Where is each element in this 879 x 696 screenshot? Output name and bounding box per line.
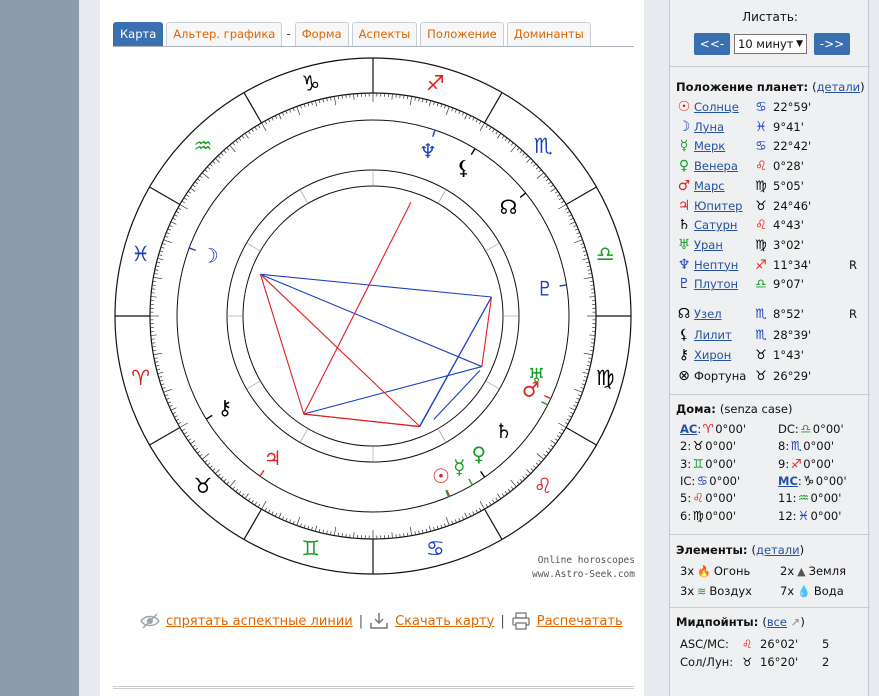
house-position: 0°00' — [803, 439, 835, 454]
planet-name-link[interactable]: Уран — [694, 237, 723, 252]
house-label-colon: : — [797, 473, 802, 488]
zodiac-sign-icon: ♌ — [692, 490, 704, 506]
house-row — [778, 456, 834, 471]
house-position: 0°00' — [810, 491, 842, 506]
element-count: 7x — [780, 584, 795, 598]
printer-icon — [511, 612, 531, 630]
planet-glyph-icon: ☿ — [679, 138, 689, 155]
planet-row — [676, 198, 866, 216]
chart-watermark — [515, 554, 635, 582]
prev-time-button[interactable]: <<- — [694, 33, 730, 55]
divider — [670, 534, 870, 535]
planet-glyph-icon: ⊗ — [678, 367, 690, 384]
elements-details-link[interactable]: детали — [756, 543, 800, 557]
element-row — [680, 584, 752, 598]
house-label: 11: — [778, 491, 797, 506]
zodiac-sign-icon: ♍ — [755, 178, 767, 194]
house-row — [778, 473, 847, 488]
house-label: IC: — [680, 473, 696, 488]
zodiac-sign-icon: ♏ — [533, 133, 553, 158]
zodiac-sign-icon: ♋ — [425, 536, 445, 561]
divider — [670, 607, 870, 608]
planet-position: 22°42' — [773, 139, 812, 154]
planet-glyph-icon: ♆ — [419, 138, 437, 163]
planet-name-link[interactable]: Юпитер — [694, 198, 743, 213]
house-position: 0°00' — [705, 508, 737, 523]
planet-name-link[interactable]: Солнце — [694, 100, 739, 114]
house-position: 0°00' — [709, 473, 741, 488]
zodiac-sign-icon: ♐ — [425, 71, 445, 96]
action-separator: | — [500, 613, 505, 629]
house-label: 8: — [778, 439, 790, 454]
tab-separator: - — [286, 27, 291, 41]
planet-row — [676, 257, 866, 275]
midpoints-section-title: Мидпойнты: (все ↗) — [676, 615, 805, 629]
house-position: 0°00' — [815, 473, 847, 488]
planet-position: 9°41' — [773, 119, 804, 134]
element-name: Огонь — [713, 564, 751, 578]
planet-glyph-icon: ♄ — [677, 217, 691, 234]
zodiac-sign-icon: ♓ — [797, 507, 810, 523]
house-row — [680, 421, 746, 436]
natal-chart-wheel — [113, 56, 635, 578]
midpoint-label: Сол/Лун: — [680, 655, 734, 669]
zodiac-sign-icon: ♑ — [301, 71, 321, 96]
house-row — [680, 508, 736, 523]
planet-position: 5°05' — [773, 178, 804, 193]
zodiac-sign-icon: ♈ — [131, 366, 151, 391]
planet-name-link[interactable]: Плутон — [694, 277, 739, 292]
element-name: Земля — [808, 564, 846, 578]
zodiac-sign-icon: ♑ — [803, 472, 815, 488]
element-icon: 💧 — [797, 585, 811, 598]
retrograde-flag: R — [849, 257, 857, 272]
zodiac-sign-icon: ♏ — [755, 327, 767, 343]
chart-tabs — [113, 22, 591, 46]
midpoints-title: Мидпойнты: — [676, 615, 759, 629]
zodiac-sign-icon: ♐ — [755, 257, 767, 273]
divider — [670, 66, 870, 67]
planet-glyph-icon: ♃ — [677, 197, 691, 214]
house-row — [778, 508, 841, 523]
planet-row — [676, 347, 866, 365]
element-row — [780, 564, 846, 578]
planet-name-link[interactable]: Нептун — [694, 257, 739, 272]
planet-position: 8°52' — [773, 307, 804, 321]
divider — [670, 394, 870, 395]
planet-row — [676, 138, 866, 156]
zodiac-sign-icon: ♋ — [696, 472, 708, 488]
planet-glyph-icon: ♅ — [677, 236, 691, 253]
tab-form[interactable]: Форма — [295, 22, 349, 46]
planet-glyph-icon: ♅ — [527, 363, 546, 388]
planet-row — [676, 217, 866, 235]
tab-aspects[interactable]: Аспекты — [352, 22, 418, 46]
chevron-down-icon: ▼ — [796, 39, 803, 49]
time-step-select[interactable] — [734, 34, 807, 54]
planet-name-link[interactable]: Хирон — [694, 348, 732, 362]
planet-position: 26°29' — [773, 368, 812, 383]
house-position: 0°00' — [705, 456, 737, 471]
elements-title: Элементы: — [676, 543, 748, 557]
midpoints-all-link[interactable]: все — [766, 615, 788, 629]
zodiac-sign-icon: ♏ — [755, 307, 767, 322]
house-label: 3: — [680, 456, 692, 471]
house-label[interactable]: MC — [778, 473, 798, 488]
print-link[interactable]: Распечатать — [536, 613, 623, 629]
midpoint-count: 5 — [822, 637, 830, 651]
house-position: 0°00' — [810, 508, 842, 523]
planet-glyph-icon: ☿ — [453, 455, 466, 480]
planet-name-link[interactable]: Сатурн — [694, 218, 738, 233]
planets-title: Положение планет: — [676, 80, 809, 94]
planet-glyph-icon: ☉ — [431, 464, 450, 489]
next-time-button[interactable]: ->> — [814, 33, 850, 55]
zodiac-sign-icon: ♓ — [131, 241, 151, 266]
tab-alt-graphics[interactable]: Альтер. графика — [166, 22, 282, 46]
planet-position: 11°34' — [773, 257, 812, 272]
house-position: 0°00' — [803, 456, 835, 471]
planet-glyph-icon: ♃ — [263, 446, 282, 471]
zodiac-sign-icon: ♏ — [790, 438, 802, 454]
planet-position: 9°07' — [773, 277, 804, 292]
planet-name-link[interactable]: Венера — [694, 159, 738, 174]
house-label-colon: : — [697, 422, 702, 436]
house-label: 9: — [778, 456, 790, 471]
element-row — [680, 564, 750, 578]
house-label: 2: — [680, 439, 692, 454]
zodiac-sign-icon: ♊ — [692, 455, 704, 471]
midpoint-position: 16°20' — [760, 655, 799, 669]
planet-position: 3°02' — [773, 237, 804, 252]
planet-name-link[interactable]: Узел — [694, 307, 722, 321]
zodiac-sign-icon: ♉ — [755, 198, 767, 214]
planet-position: 4°43' — [773, 218, 804, 233]
planet-glyph-icon: ⚷ — [678, 347, 690, 363]
hide-aspect-lines-link[interactable]: спрятать аспектные линии — [166, 613, 353, 629]
zodiac-sign-icon: ♍ — [692, 507, 704, 523]
element-count: 3x — [680, 564, 695, 578]
houses-section-title — [676, 402, 792, 416]
download-icon — [369, 612, 389, 630]
planet-position: 1°43' — [773, 348, 804, 362]
planet-name-link[interactable]: Лилит — [694, 327, 732, 342]
midpoint-position: 26°02' — [760, 637, 799, 651]
retrograde-flag: R — [849, 307, 857, 321]
planet-row — [676, 368, 866, 386]
eye-icon — [140, 612, 160, 630]
planet-row — [676, 276, 866, 294]
zodiac-sign-icon: ♒ — [797, 490, 810, 506]
element-count: 3x — [680, 584, 695, 598]
zodiac-sign-icon: ♎ — [800, 421, 812, 436]
planet-name-link[interactable]: Марс — [694, 178, 725, 193]
zodiac-sign-icon: ♎ — [595, 241, 615, 266]
planet-glyph-icon: ☊ — [677, 306, 691, 322]
element-name: Воздух — [709, 584, 752, 598]
planet-glyph-icon: ☽ — [200, 243, 219, 268]
house-row — [680, 490, 736, 505]
planet-position: 22°59' — [773, 100, 812, 114]
planet-row — [676, 327, 866, 345]
outer-ring — [115, 58, 631, 574]
download-chart-link[interactable]: Скачать карту — [395, 613, 495, 629]
house-row — [778, 490, 841, 505]
zodiac-sign-icon: ♌ — [533, 474, 553, 499]
planet-glyph-icon: ⚸ — [456, 155, 471, 180]
planet-glyph-icon: ☉ — [677, 99, 691, 115]
zodiac-sign-icon: ♊ — [301, 536, 321, 561]
house-row — [680, 438, 736, 453]
house-label: 5: — [680, 491, 692, 506]
planet-glyph-icon: ♇ — [677, 276, 691, 293]
planets-details-link[interactable]: детали — [816, 80, 861, 94]
tab-map[interactable]: Карта — [113, 22, 163, 46]
planet-glyph-icon: ♂ — [521, 377, 540, 402]
action-separator: | — [358, 613, 364, 629]
element-name: Вода — [813, 584, 844, 598]
zodiac-sign-icon: ♐ — [790, 455, 802, 471]
planets-section-title: Положение планет: (детали) — [676, 80, 865, 94]
chart-actions — [140, 612, 623, 630]
planet-glyph-icon: ⚷ — [217, 395, 233, 420]
planet-name-link[interactable]: Луна — [694, 119, 725, 134]
planet-glyph-icon: ⚸ — [678, 326, 690, 343]
browse-label: Листать: — [742, 10, 798, 24]
zodiac-sign-icon: ♍ — [595, 366, 615, 391]
planet-row — [676, 119, 866, 137]
planet-position: 0°28' — [773, 159, 804, 174]
tab-underline — [113, 46, 634, 47]
element-icon: 🔥 — [697, 565, 711, 578]
bottom-divider — [113, 686, 634, 689]
planet-position: 28°39' — [773, 327, 812, 342]
watermark-line-1: Online horoscopes — [537, 555, 635, 566]
house-row — [680, 456, 736, 471]
planet-glyph-icon: ☊ — [499, 194, 518, 219]
house-row — [778, 438, 834, 453]
planet-glyph-icon: ♂ — [677, 177, 691, 194]
zodiac-sign-icon: ♌ — [742, 637, 753, 651]
house-label: 12: — [778, 508, 797, 523]
house-position: 0°00' — [705, 439, 737, 454]
zodiac-sign-icon: ♈ — [702, 421, 714, 436]
external-link-icon: ↗ — [790, 615, 801, 629]
zodiac-sign-icon: ♌ — [755, 159, 767, 175]
zodiac-sign-icon: ♓ — [755, 119, 767, 135]
house-position: 0°00' — [705, 491, 737, 506]
planet-glyph-icon: ♀ — [471, 442, 487, 467]
time-step-value: 10 минут — [738, 37, 794, 51]
zodiac-sign-icon: ♒ — [193, 133, 213, 158]
zodiac-sign-icon: ♉ — [692, 438, 704, 454]
houses-title: Дома: — [676, 402, 716, 416]
house-position: 0°00' — [715, 422, 747, 436]
house-label: 6: — [680, 508, 692, 523]
planet-name-link[interactable]: Фортуна — [694, 368, 747, 383]
planet-glyph-icon: ☽ — [677, 118, 691, 135]
house-row — [778, 421, 844, 436]
element-count: 2x — [780, 564, 795, 578]
elements-section-title: Элементы: (детали) — [676, 543, 805, 557]
houses-system: (senza case) — [719, 402, 793, 416]
zodiac-sign-icon: ♎ — [755, 277, 767, 293]
zodiac-sign-icon: ♉ — [755, 348, 767, 363]
planet-row — [676, 306, 866, 324]
element-icon: ▲ — [797, 565, 806, 578]
planet-name-link[interactable]: Мерк — [694, 139, 726, 154]
element-icon: ≋ — [697, 585, 707, 598]
sidebar — [669, 0, 869, 696]
zodiac-sign-icon: ♉ — [742, 655, 753, 669]
house-position: 0°00' — [812, 422, 844, 436]
midpoint-label: ASC/MC: — [680, 637, 729, 651]
planet-row — [676, 99, 866, 117]
planet-glyph-icon: ♄ — [494, 418, 513, 443]
tab-position[interactable]: Положение — [420, 22, 504, 46]
watermark-line-2: www.Astro-Seek.com — [532, 569, 635, 580]
zodiac-sign-icon: ♋ — [755, 139, 767, 155]
planet-glyph-icon: ♀ — [678, 158, 690, 175]
zodiac-sign-icon: ♍ — [755, 237, 767, 253]
planet-glyph-icon: ♆ — [677, 256, 691, 273]
planet-glyph-icon: ♇ — [535, 276, 554, 301]
zodiac-sign-icon: ♌ — [755, 218, 767, 234]
planet-row — [676, 237, 866, 255]
house-row — [680, 473, 740, 488]
zodiac-sign-icon: ♉ — [755, 368, 767, 384]
zodiac-sign-icon: ♋ — [755, 100, 767, 115]
house-label: DC: — [778, 422, 799, 436]
midpoint-count: 2 — [822, 655, 830, 669]
element-row — [780, 584, 844, 598]
planet-row — [676, 158, 866, 176]
zodiac-sign-icon: ♉ — [193, 474, 213, 499]
planet-row — [676, 178, 866, 196]
house-label[interactable]: AC — [680, 422, 698, 436]
left-margin — [0, 0, 79, 696]
planet-position: 24°46' — [773, 198, 812, 213]
tab-dominants[interactable]: Доминанты — [507, 22, 591, 46]
